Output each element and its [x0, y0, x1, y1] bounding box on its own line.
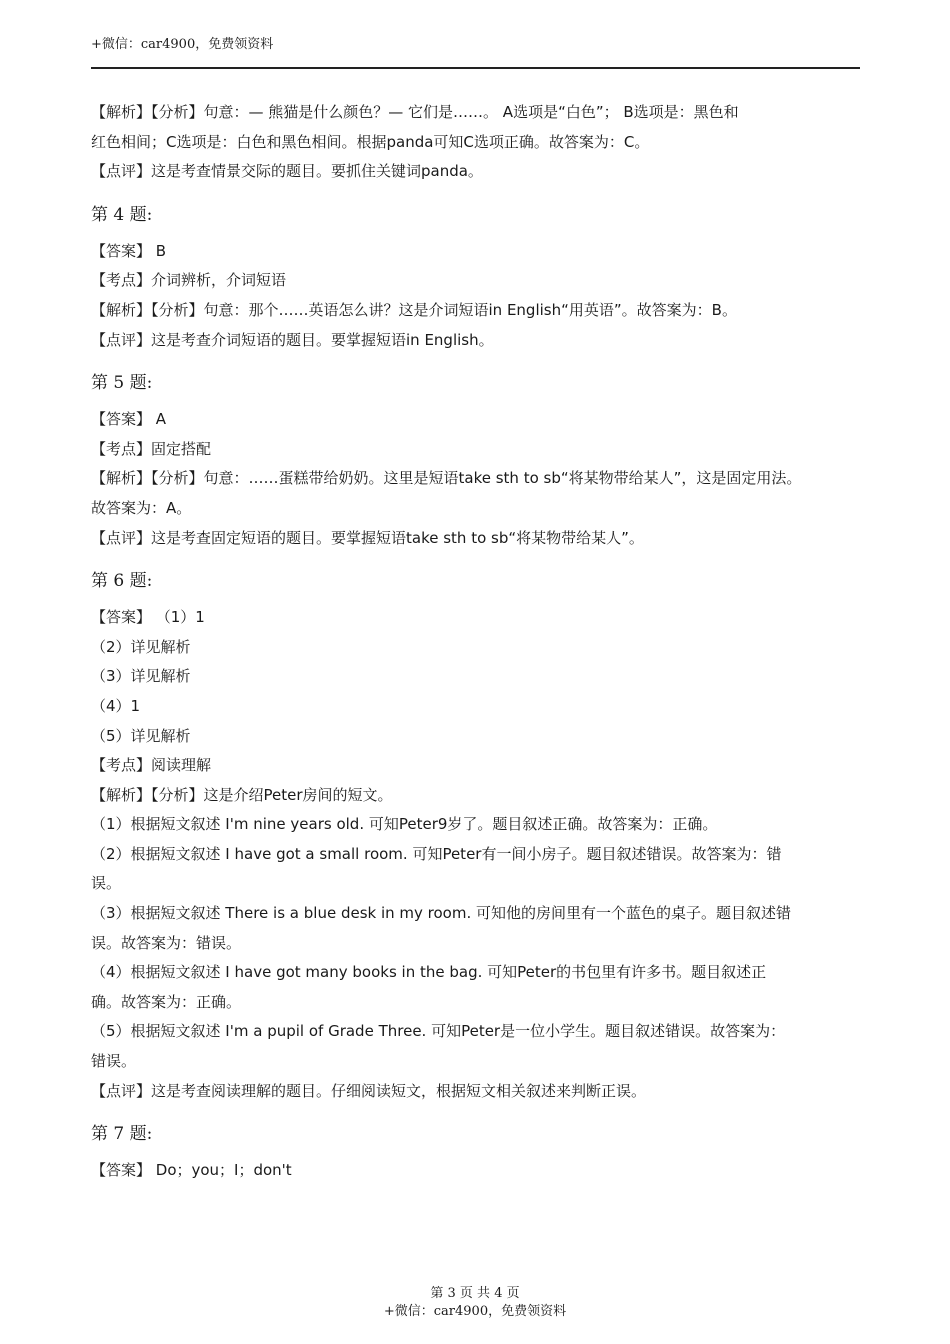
page-header: +微信：car4900，免费领资料	[91, 37, 274, 52]
text-line: （4）根据短文叙述 I have got many books in the bag. 可知Peter的书包里有许多书。题目叙述正	[91, 963, 767, 982]
text-line: 【解析】【分析】这是介绍Peter房间的短文。	[91, 785, 393, 804]
text-line: 【点评】这是考查阅读理解的题目。仔细阅读短文，根据短文相关叙述来判断正误。	[91, 1081, 647, 1100]
text-line: （1）根据短文叙述 I'm nine years old. 可知Peter9岁了。题目叙述正确。故答案为：正确。	[91, 815, 718, 834]
text-line: （2）根据短文叙述 I have got a small room. 可知Peter有一间小房子。题目叙述错误。故答案为：错	[91, 844, 782, 863]
text-line: 故答案为：A。	[91, 498, 192, 517]
text-line: 【解析】【分析】句意：……蛋糕带给奶奶。这里是短语take sth to sb“将某物带给某人”，这是固定用法。	[91, 469, 802, 488]
text-line: 误。	[91, 874, 122, 893]
text-line: 错误。	[91, 1052, 137, 1071]
text-line: 【考点】固定搭配	[91, 439, 212, 458]
text-line: （3）详见解析	[91, 667, 191, 686]
answer-line: 【答案】 （1）1	[91, 608, 205, 627]
answer-line: 【答案】 Do；you；I；don't	[91, 1161, 292, 1180]
text-line: （2）详见解析	[91, 637, 191, 656]
answer-line: 【答案】 A	[91, 410, 167, 429]
text-line: 【解析】【分析】句意：那个……英语怎么讲？这是介词短语in English“用英语”。故答案为：B。	[91, 300, 737, 319]
text-line: （4）1	[91, 696, 141, 715]
text-line: 误。故答案为：错误。	[91, 933, 242, 952]
text-line: 【考点】介词辨析，介词短语	[91, 271, 287, 290]
text-line: 确。故答案为：正确。	[91, 992, 242, 1011]
text-line: 【点评】这是考查介词短语的题目。要掌握短语in English。	[91, 330, 494, 349]
question-heading: 第 7 题:	[91, 1124, 153, 1145]
text-line: （5）详见解析	[91, 726, 191, 745]
page-footer: +微信：car4900，免费领资料	[383, 1304, 567, 1319]
text-line: （5）根据短文叙述 I'm a pupil of Grade Three. 可知Peter是一位小学生。题目叙述错误。故答案为：	[91, 1022, 786, 1041]
question-heading: 第 6 题:	[91, 571, 153, 592]
answer-line: 【答案】 B	[91, 241, 167, 260]
question-heading: 第 4 题:	[91, 204, 153, 225]
page-number: 第 3 页 共 4 页	[430, 1286, 520, 1301]
header-divider	[91, 67, 860, 69]
text-line: 红色相间；C选项是：白色和黑色相间。根据panda可知C选项正确。故答案为：C。	[91, 132, 650, 151]
text-line: 【点评】这是考查固定短语的题目。要掌握短语take sth to sb“将某物带给某人”。	[91, 528, 644, 547]
document-body	[91, 98, 866, 1186]
text-line: （3）根据短文叙述 There is a blue desk in my room. 可知他的房间里有一个蓝色的桌子。题目叙述错	[91, 904, 792, 923]
text-line: 【考点】阅读理解	[91, 756, 212, 775]
text-line: 【点评】这是考查情景交际的题目。要抓住关键词panda。	[91, 162, 483, 181]
question-heading: 第 5 题:	[91, 373, 153, 394]
text-line: 【解析】【分析】句意：— 熊猫是什么颜色？— 它们是……。 A选项是“白色”； B选项是：黑色和	[91, 103, 739, 121]
